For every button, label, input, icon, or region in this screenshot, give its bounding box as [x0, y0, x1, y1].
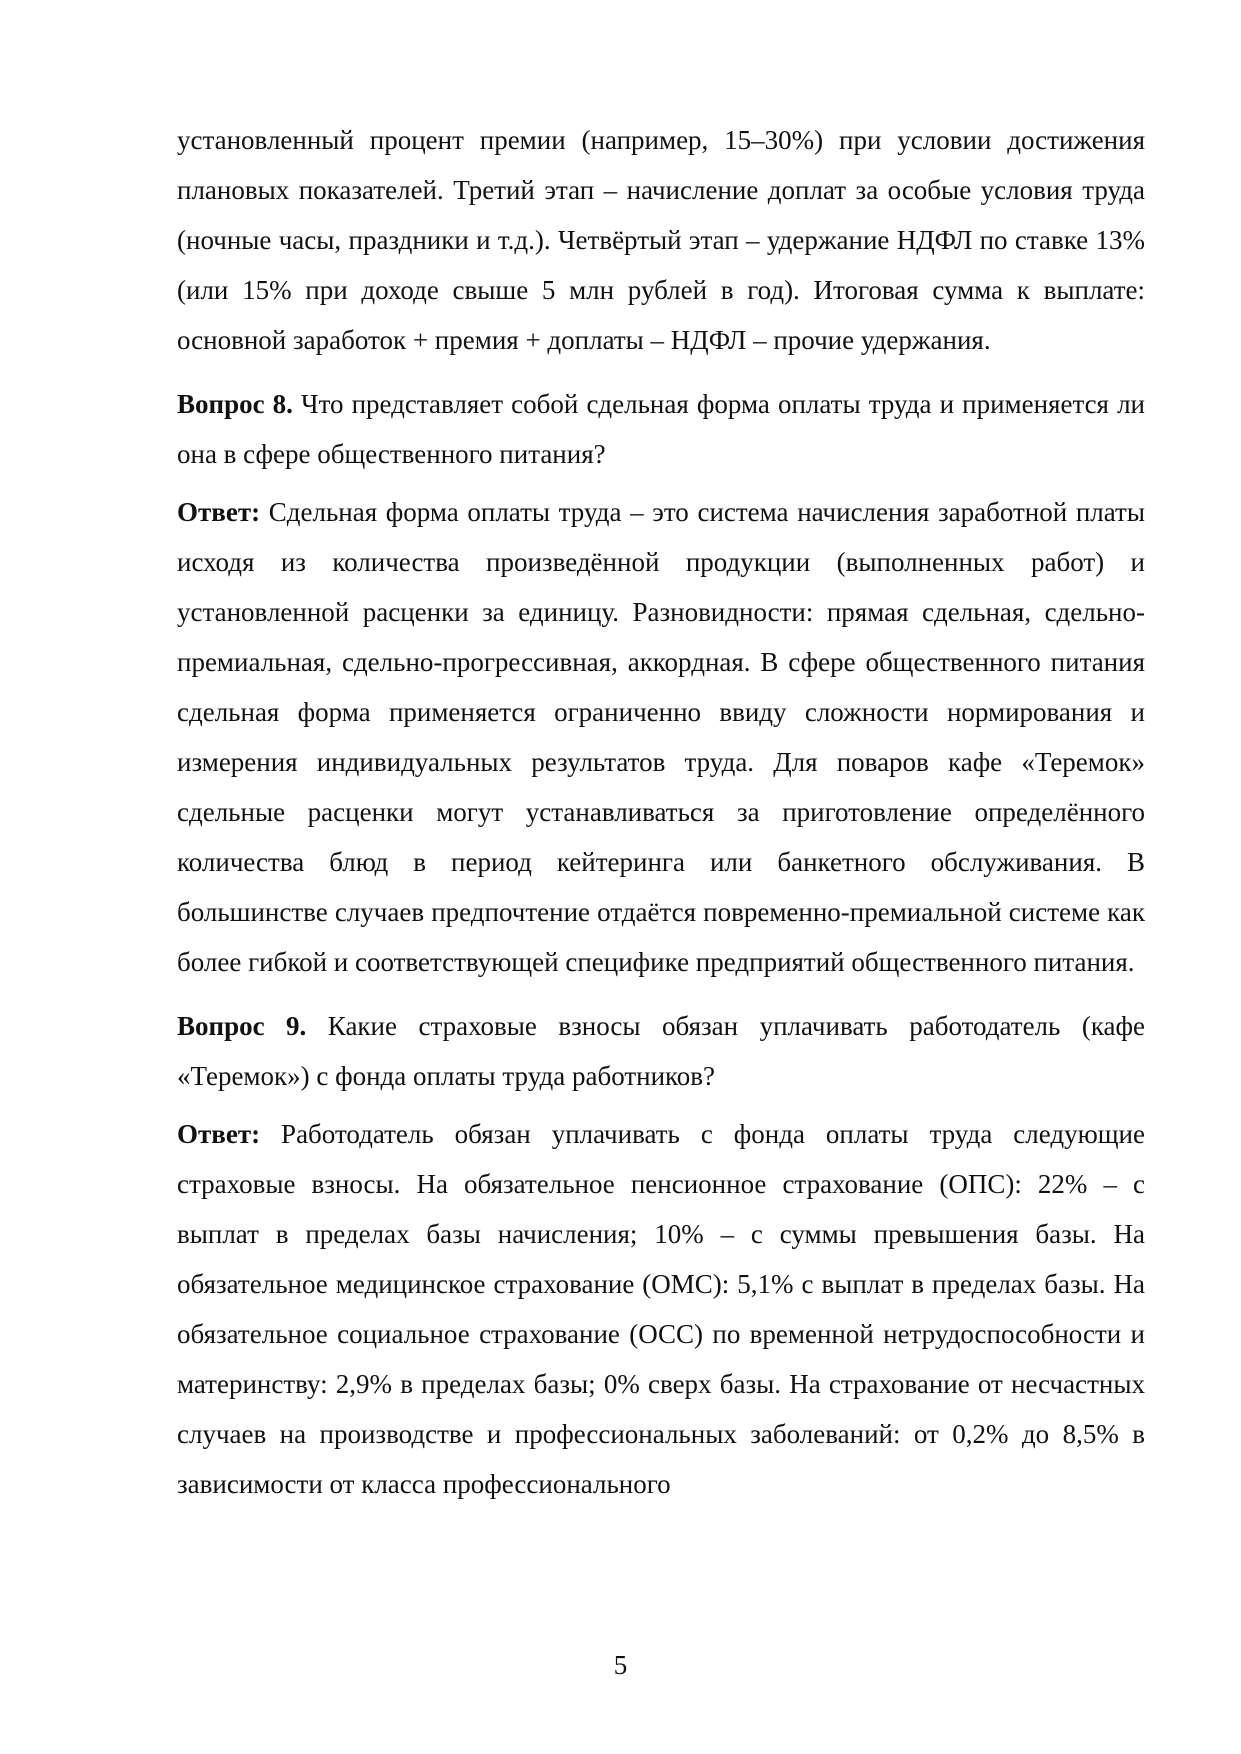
answer-8	[177, 487, 1145, 987]
question-label: Вопрос 8.	[177, 389, 293, 419]
answer-label: Ответ:	[177, 1119, 261, 1149]
question-text: Какие страховые взносы обязан уплачивать работодатель (кафе «Теремок») с фонда оплаты труда работников?	[177, 1011, 1145, 1091]
paragraph-text: установленный процент премии (например, 15–30%) при условии достижения плановых показателей. Третий этап – начисление доплат за особые условия труда (ночные часы, праздники и т.д.). Четвёртый этап – удержание НДФЛ по ставке 13% (или 15% при доходе свыше 5 млн рублей в год). Итоговая сумма к выплате: основной заработок + премия + доплаты – НДФЛ – прочие удержания.	[177, 125, 1145, 355]
page-number: 5	[613, 1650, 628, 1680]
answer-text: Работодатель обязан уплачивать с фонда оплаты труда следующие страховые взносы. На обязательное пенсионное страхование (ОПС): 22% – с выплат в пределах базы начисления; 10% – с суммы превышения базы. На обязательное медицинское страхование (ОМС): 5,1% с выплат в пределах базы. На обязательное социальное страхование (ОСС) по временной нетрудоспособности и материнству: 2,9% в пределах базы; 0% сверх базы. На страхование от несчастных случаев на производстве и профессиональных заболеваний: от 0,2% до 8,5% в зависимости от класса профессионального	[177, 1119, 1145, 1499]
answer-text: Сдельная форма оплаты труда – это система начисления заработной платы исходя из количества произведённой продукции (выполненных работ) и установленной расценки за единицу. Разновидности: прямая сдельная, сдельно-премиальная, сдельно-прогрессивная, аккордная. В сфере общественного питания сдельная форма применяется ограниченно ввиду сложности нормирования и измерения индивидуальных результатов труда. Для поваров кафе «Теремок» сдельные расценки могут устанавливаться за приготовление определённого количества блюд в период кейтеринга или банкетного обслуживания. В большинстве случаев предпочтение отдаётся повременно-премиальной системе как более гибкой и соответствующей специфике предприятий общественного питания.	[177, 497, 1145, 977]
question-text: Что представляет собой сдельная форма оплаты труда и применяется ли она в сфере общественного питания?	[177, 389, 1145, 469]
page-body	[177, 115, 1145, 1509]
answer-label: Ответ:	[177, 497, 261, 527]
question-8	[177, 379, 1145, 479]
question-label: Вопрос 9.	[177, 1011, 307, 1041]
question-9	[177, 1001, 1145, 1101]
paragraph-continuation	[177, 115, 1145, 365]
answer-9	[177, 1109, 1145, 1509]
